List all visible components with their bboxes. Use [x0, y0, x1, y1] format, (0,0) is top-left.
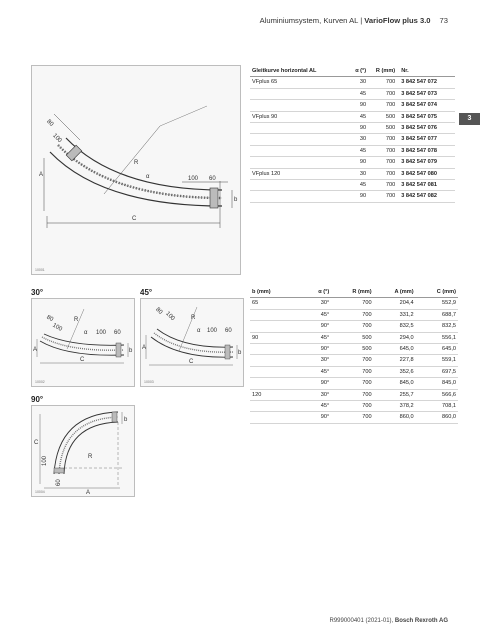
- table-cell: 700: [368, 145, 397, 156]
- table-cell: VFplus 120: [250, 168, 342, 179]
- part-number-cell: 3 842 547 076: [397, 123, 455, 134]
- fig-45-title: 45°: [140, 288, 153, 297]
- footer-doc: R999000401 (2021-01),: [329, 618, 395, 624]
- part-number-cell: 3 842 547 081: [397, 180, 455, 191]
- table-row: [250, 332, 458, 343]
- table-cell: 700: [368, 191, 397, 202]
- table-cell: 688,7: [416, 309, 458, 320]
- table-cell: 500: [368, 123, 397, 134]
- table-cell: 700: [368, 100, 397, 111]
- table-cell: 255,7: [374, 389, 416, 400]
- table-cell: 500: [331, 332, 373, 343]
- dim-b-label: b: [129, 348, 133, 354]
- col-header: C (mm): [416, 287, 458, 298]
- part-number-cell: 3 842 547 074: [397, 100, 455, 111]
- table-row: [250, 88, 455, 99]
- dim-c-label: C: [189, 359, 194, 365]
- dim-60-label: 60: [225, 328, 232, 334]
- table-cell: 700: [368, 134, 397, 145]
- table-cell: 90: [342, 123, 368, 134]
- chapter-tab: 3: [459, 113, 480, 125]
- table-cell: [250, 157, 342, 168]
- table-cell: 700: [331, 355, 373, 366]
- table-cell: 559,1: [416, 355, 458, 366]
- table-cell: [250, 309, 304, 320]
- drawing-90: [31, 405, 135, 497]
- table-cell: 700: [368, 180, 397, 191]
- col-header: α (°): [304, 287, 331, 298]
- table-cell: 500: [331, 344, 373, 355]
- table-cell: 45°: [304, 401, 331, 412]
- table-cell: 45°: [304, 309, 331, 320]
- table-cell: 700: [331, 298, 373, 309]
- table-cell: 832,5: [374, 321, 416, 332]
- table-cell: [250, 378, 304, 389]
- table-cell: 90°: [304, 321, 331, 332]
- dimension-table: [250, 287, 458, 424]
- table-cell: [250, 180, 342, 191]
- table-cell: 90: [250, 332, 304, 343]
- table-cell: 45°: [304, 332, 331, 343]
- page-footer: [329, 618, 448, 624]
- table-cell: 700: [368, 77, 397, 88]
- table-cell: 860,0: [416, 412, 458, 423]
- dim-a-label: A: [33, 347, 38, 353]
- dim-r-label: R: [74, 317, 79, 323]
- table-cell: 552,9: [416, 298, 458, 309]
- dim-80-label: 80: [45, 118, 55, 128]
- dim-100b-label: 100: [51, 132, 63, 145]
- dim-b-label: b: [238, 350, 242, 356]
- figure-id: 10001: [35, 268, 45, 272]
- table-cell: 90°: [304, 412, 331, 423]
- table-cell: 708,1: [416, 401, 458, 412]
- dim-100-label: 100: [207, 328, 218, 334]
- dim-a-label: A: [39, 172, 44, 178]
- table-cell: 30: [342, 134, 368, 145]
- dim-c-label: C: [132, 216, 137, 222]
- figure-id: 10004: [35, 490, 45, 494]
- table-cell: [250, 401, 304, 412]
- part-number-cell: 3 842 547 082: [397, 191, 455, 202]
- table-cell: 645,0: [374, 344, 416, 355]
- table-row: [250, 355, 458, 366]
- fig-30-title: 30°: [31, 288, 44, 297]
- table-cell: 556,1: [416, 332, 458, 343]
- part-number-cell: 3 842 547 075: [397, 111, 455, 122]
- dim-b-label: b: [124, 417, 128, 423]
- page-header: [260, 16, 448, 25]
- table-cell: 227,8: [374, 355, 416, 366]
- dim-a-label: A: [86, 490, 91, 496]
- table-cell: 90: [342, 100, 368, 111]
- dim-alpha-label: α: [197, 328, 201, 334]
- table-cell: 45: [342, 145, 368, 156]
- table-cell: 294,0: [374, 332, 416, 343]
- table-row: [250, 145, 455, 156]
- table-cell: 700: [331, 389, 373, 400]
- part-number-cell: 3 842 547 079: [397, 157, 455, 168]
- table-cell: [250, 145, 342, 156]
- dim-60-label: 60: [114, 330, 121, 336]
- table-cell: 700: [331, 321, 373, 332]
- table-cell: 90°: [304, 344, 331, 355]
- dim-80-label: 80: [45, 314, 55, 324]
- table-cell: [250, 412, 304, 423]
- dim-80-label: 80: [154, 306, 164, 316]
- col-header: R (mm): [331, 287, 373, 298]
- table-cell: 700: [331, 378, 373, 389]
- table-cell: [250, 100, 342, 111]
- table-row: [250, 378, 458, 389]
- dim-r-label: R: [191, 315, 196, 321]
- table-cell: [250, 344, 304, 355]
- drawing-30: [31, 298, 135, 387]
- dim-100-label: 100: [42, 455, 48, 466]
- table-row: [250, 100, 455, 111]
- table-cell: 697,5: [416, 366, 458, 377]
- table-cell: 832,5: [416, 321, 458, 332]
- table-cell: [250, 134, 342, 145]
- part-number-cell: 3 842 547 072: [397, 77, 455, 88]
- header-prefix: Aluminiumsystem, Kurven AL |: [259, 16, 365, 25]
- table-cell: 331,2: [374, 309, 416, 320]
- table-cell: [250, 123, 342, 134]
- dim-c-label: C: [34, 440, 39, 446]
- table-row: [250, 321, 458, 332]
- dim-100-label: 100: [96, 330, 107, 336]
- table-row: [250, 412, 458, 423]
- dim-100b-label: 100: [164, 310, 176, 323]
- table-row: [250, 191, 455, 202]
- table-cell: 45°: [304, 366, 331, 377]
- table-cell: 90: [342, 157, 368, 168]
- col-header: Nr.: [397, 66, 455, 77]
- table-cell: 120: [250, 389, 304, 400]
- fig-90-title: 90°: [31, 395, 44, 404]
- main-drawing: [31, 65, 241, 275]
- figure-id: 10003: [144, 380, 154, 384]
- table-row: [250, 366, 458, 377]
- table-cell: [250, 366, 304, 377]
- dim-r-label: R: [134, 160, 139, 166]
- table-cell: 845,0: [416, 378, 458, 389]
- table-cell: 700: [368, 168, 397, 179]
- col-header: Gleitkurve horizontal AL: [250, 66, 342, 77]
- dim-r-label: R: [88, 454, 93, 460]
- table-row: [250, 157, 455, 168]
- table-cell: 700: [368, 157, 397, 168]
- dim-100b-label: 100: [51, 322, 63, 333]
- table-row: [250, 389, 458, 400]
- page-number: 73: [439, 16, 448, 25]
- part-number-cell: 3 842 547 080: [397, 168, 455, 179]
- dim-c-label: C: [80, 357, 85, 363]
- table-cell: 45: [342, 180, 368, 191]
- table-cell: 45: [342, 111, 368, 122]
- table-header-row: [250, 287, 458, 298]
- drawing-45: [140, 298, 244, 387]
- col-header: α (°): [342, 66, 368, 77]
- table-header-row: [250, 66, 455, 77]
- table-row: [250, 111, 455, 122]
- table-cell: VFplus 65: [250, 77, 342, 88]
- dim-alpha-label: α: [84, 330, 88, 336]
- table-cell: 700: [331, 412, 373, 423]
- part-number-cell: 3 842 547 073: [397, 88, 455, 99]
- dim-alpha-label: α: [146, 174, 150, 180]
- col-header: b (mm): [250, 287, 304, 298]
- table-cell: 645,0: [416, 344, 458, 355]
- table-row: [250, 298, 458, 309]
- table-row: [250, 123, 455, 134]
- table-cell: 378,2: [374, 401, 416, 412]
- table-row: [250, 180, 455, 191]
- table-cell: 30: [342, 77, 368, 88]
- table-row: [250, 344, 458, 355]
- dim-b-label: b: [234, 197, 238, 203]
- table-cell: 45: [342, 88, 368, 99]
- table-cell: 566,6: [416, 389, 458, 400]
- part-number-table: [250, 66, 455, 203]
- table-cell: 90: [342, 191, 368, 202]
- col-header: A (mm): [374, 287, 416, 298]
- table-cell: [250, 191, 342, 202]
- table-cell: [250, 88, 342, 99]
- table-cell: 30: [342, 168, 368, 179]
- dim-100-label: 100: [188, 176, 199, 182]
- table-row: [250, 401, 458, 412]
- table-cell: 204,4: [374, 298, 416, 309]
- table-cell: 700: [368, 88, 397, 99]
- table-cell: 90°: [304, 378, 331, 389]
- col-header: R (mm): [368, 66, 397, 77]
- part-number-cell: 3 842 547 078: [397, 145, 455, 156]
- table-cell: VFplus 90: [250, 111, 342, 122]
- table-cell: 352,6: [374, 366, 416, 377]
- table-cell: 30°: [304, 355, 331, 366]
- table-cell: [250, 355, 304, 366]
- part-number-cell: 3 842 547 077: [397, 134, 455, 145]
- table-cell: [250, 321, 304, 332]
- header-brand: VarioFlow plus 3.0: [364, 16, 431, 25]
- table-cell: 700: [331, 401, 373, 412]
- dim-a-label: A: [142, 345, 147, 351]
- table-cell: 30°: [304, 298, 331, 309]
- table-cell: 500: [368, 111, 397, 122]
- table-row: [250, 77, 455, 88]
- table-cell: 65: [250, 298, 304, 309]
- dim-60-label: 60: [56, 479, 62, 486]
- table-cell: 700: [331, 309, 373, 320]
- table-row: [250, 168, 455, 179]
- table-cell: 700: [331, 366, 373, 377]
- table-row: [250, 309, 458, 320]
- dim-60-label: 60: [209, 176, 216, 182]
- table-cell: 845,0: [374, 378, 416, 389]
- table-cell: 30°: [304, 389, 331, 400]
- figure-id: 10002: [35, 380, 45, 384]
- table-cell: 860,0: [374, 412, 416, 423]
- footer-company: Bosch Rexroth AG: [394, 618, 448, 624]
- table-row: [250, 134, 455, 145]
